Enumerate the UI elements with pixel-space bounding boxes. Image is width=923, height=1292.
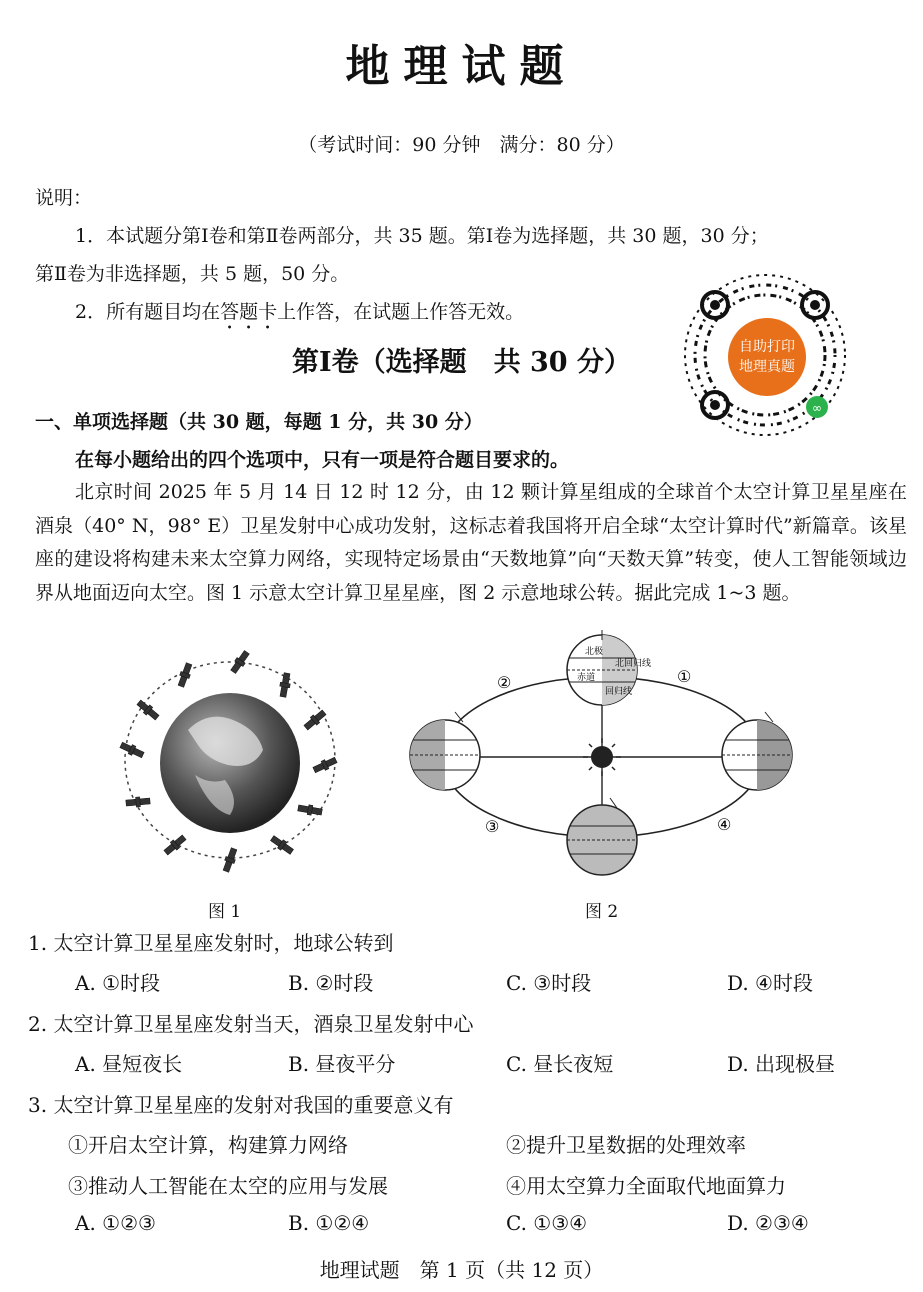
svg-text:∞: ∞	[812, 401, 822, 415]
q3-option-a[interactable]: A. ①②③	[75, 1211, 156, 1235]
q1-option-a[interactable]: A. ①时段	[75, 971, 161, 995]
fig2-label-1: ①	[677, 667, 692, 686]
earth-revolution-diagram	[405, 630, 805, 890]
fig2-tropic-label: 回归线	[605, 687, 633, 697]
section-title: 第Ⅰ卷（选择题 共 30 分）	[291, 347, 631, 378]
q3-option-d[interactable]: D. ②③④	[727, 1211, 809, 1235]
figure-2	[405, 630, 805, 890]
figure-1	[110, 650, 350, 880]
question-1-stem: 1. 太空计算卫星星座发射时，地球公转到	[28, 931, 394, 955]
fig2-label-2: ②	[497, 673, 512, 692]
q2-option-b[interactable]: B. 昼夜平分	[288, 1052, 396, 1076]
instruction-1-line2: 第Ⅱ卷为非选择题，共 5 题，50 分。	[35, 263, 350, 285]
q1-option-d[interactable]: D. ④时段	[727, 971, 813, 995]
fig2-north-pole-label: 北极	[585, 647, 604, 657]
instructions-heading: 说明：	[35, 187, 93, 209]
instruction-2	[75, 297, 524, 334]
fig2-arctic-label: 北回归线	[615, 659, 652, 669]
q3-statement-1: ①开启太空计算，构建算力网络	[68, 1133, 348, 1157]
q1-option-c[interactable]: C. ③时段	[506, 971, 592, 995]
q3-statement-4: ④用太空算力全面取代地面算力	[506, 1174, 786, 1198]
qr-badge-line2: 地理真题	[739, 359, 795, 375]
fig2-label-4: ④	[717, 815, 732, 834]
part1-heading: 一、单项选择题（共 30 题，每题 1 分，共 30 分）	[35, 411, 483, 433]
q2-option-c[interactable]: C. 昼长夜短	[506, 1052, 614, 1076]
fig2-label-3: ③	[485, 817, 500, 836]
instruction-1-line1: 1．本试题分第Ⅰ卷和第Ⅱ卷两部分，共 35 题。第Ⅰ卷为选择题，共 30 题，30 分；	[75, 225, 769, 247]
page-footer: 地理试题 第 1 页（共 12 页）	[319, 1258, 604, 1282]
satellite-constellation-illustration	[110, 650, 350, 880]
question-3-stem: 3. 太空计算卫星星座的发射对我国的重要意义有	[28, 1093, 454, 1117]
q3-statement-3: ③推动人工智能在太空的应用与发展	[68, 1174, 388, 1198]
q1-option-b[interactable]: B. ②时段	[288, 971, 374, 995]
part1-note: 在每小题给出的四个选项中，只有一项是符合题目要求的。	[75, 449, 570, 471]
page-title: 地理试题	[345, 41, 578, 92]
q2-option-d[interactable]: D. 出现极昼	[727, 1052, 836, 1076]
figure-2-caption: 图 2	[585, 902, 619, 922]
q2-option-a[interactable]: A. 昼短夜长	[75, 1052, 183, 1076]
q3-statement-2: ②提升卫星数据的处理效率	[506, 1133, 746, 1157]
exam-info: （考试时间：90 分钟 满分：80 分）	[298, 134, 625, 156]
q3-option-c[interactable]: C. ①③④	[506, 1211, 588, 1235]
qr-badge-line1: 自助打印	[739, 339, 795, 355]
question-2-stem: 2. 太空计算卫星星座发射当天，酒泉卫星发射中心	[28, 1012, 474, 1036]
figure-1-caption: 图 1	[208, 902, 242, 922]
answer-card-emphasis: 答题卡	[220, 301, 278, 323]
reading-passage: 北京时间 2025 年 5 月 14 日 12 时 12 分，由 12 颗计算星组成的全球首个太空计算卫星星座在酒泉（40° N，98° E）卫星发射中心成功发射，这标志着我国将开启全球“太空计算时代”新篇章。该星座的建设将构建未来太空算力网络，实现特定场景由“天数地算”向“天数天算”转变，使人工智能领域边界从地面迈向太空。图 1 示意太空计算卫星星座，图 2 示意地球公转。据此完成 1~3 题。	[35, 481, 907, 604]
fig2-equator-label: 赤道	[577, 673, 596, 683]
instruction-2-pre: 2．所有题目均在	[75, 301, 221, 323]
q3-option-b[interactable]: B. ①②④	[288, 1211, 370, 1235]
instruction-2-post: 上作答，在试题上作答无效。	[277, 301, 525, 323]
